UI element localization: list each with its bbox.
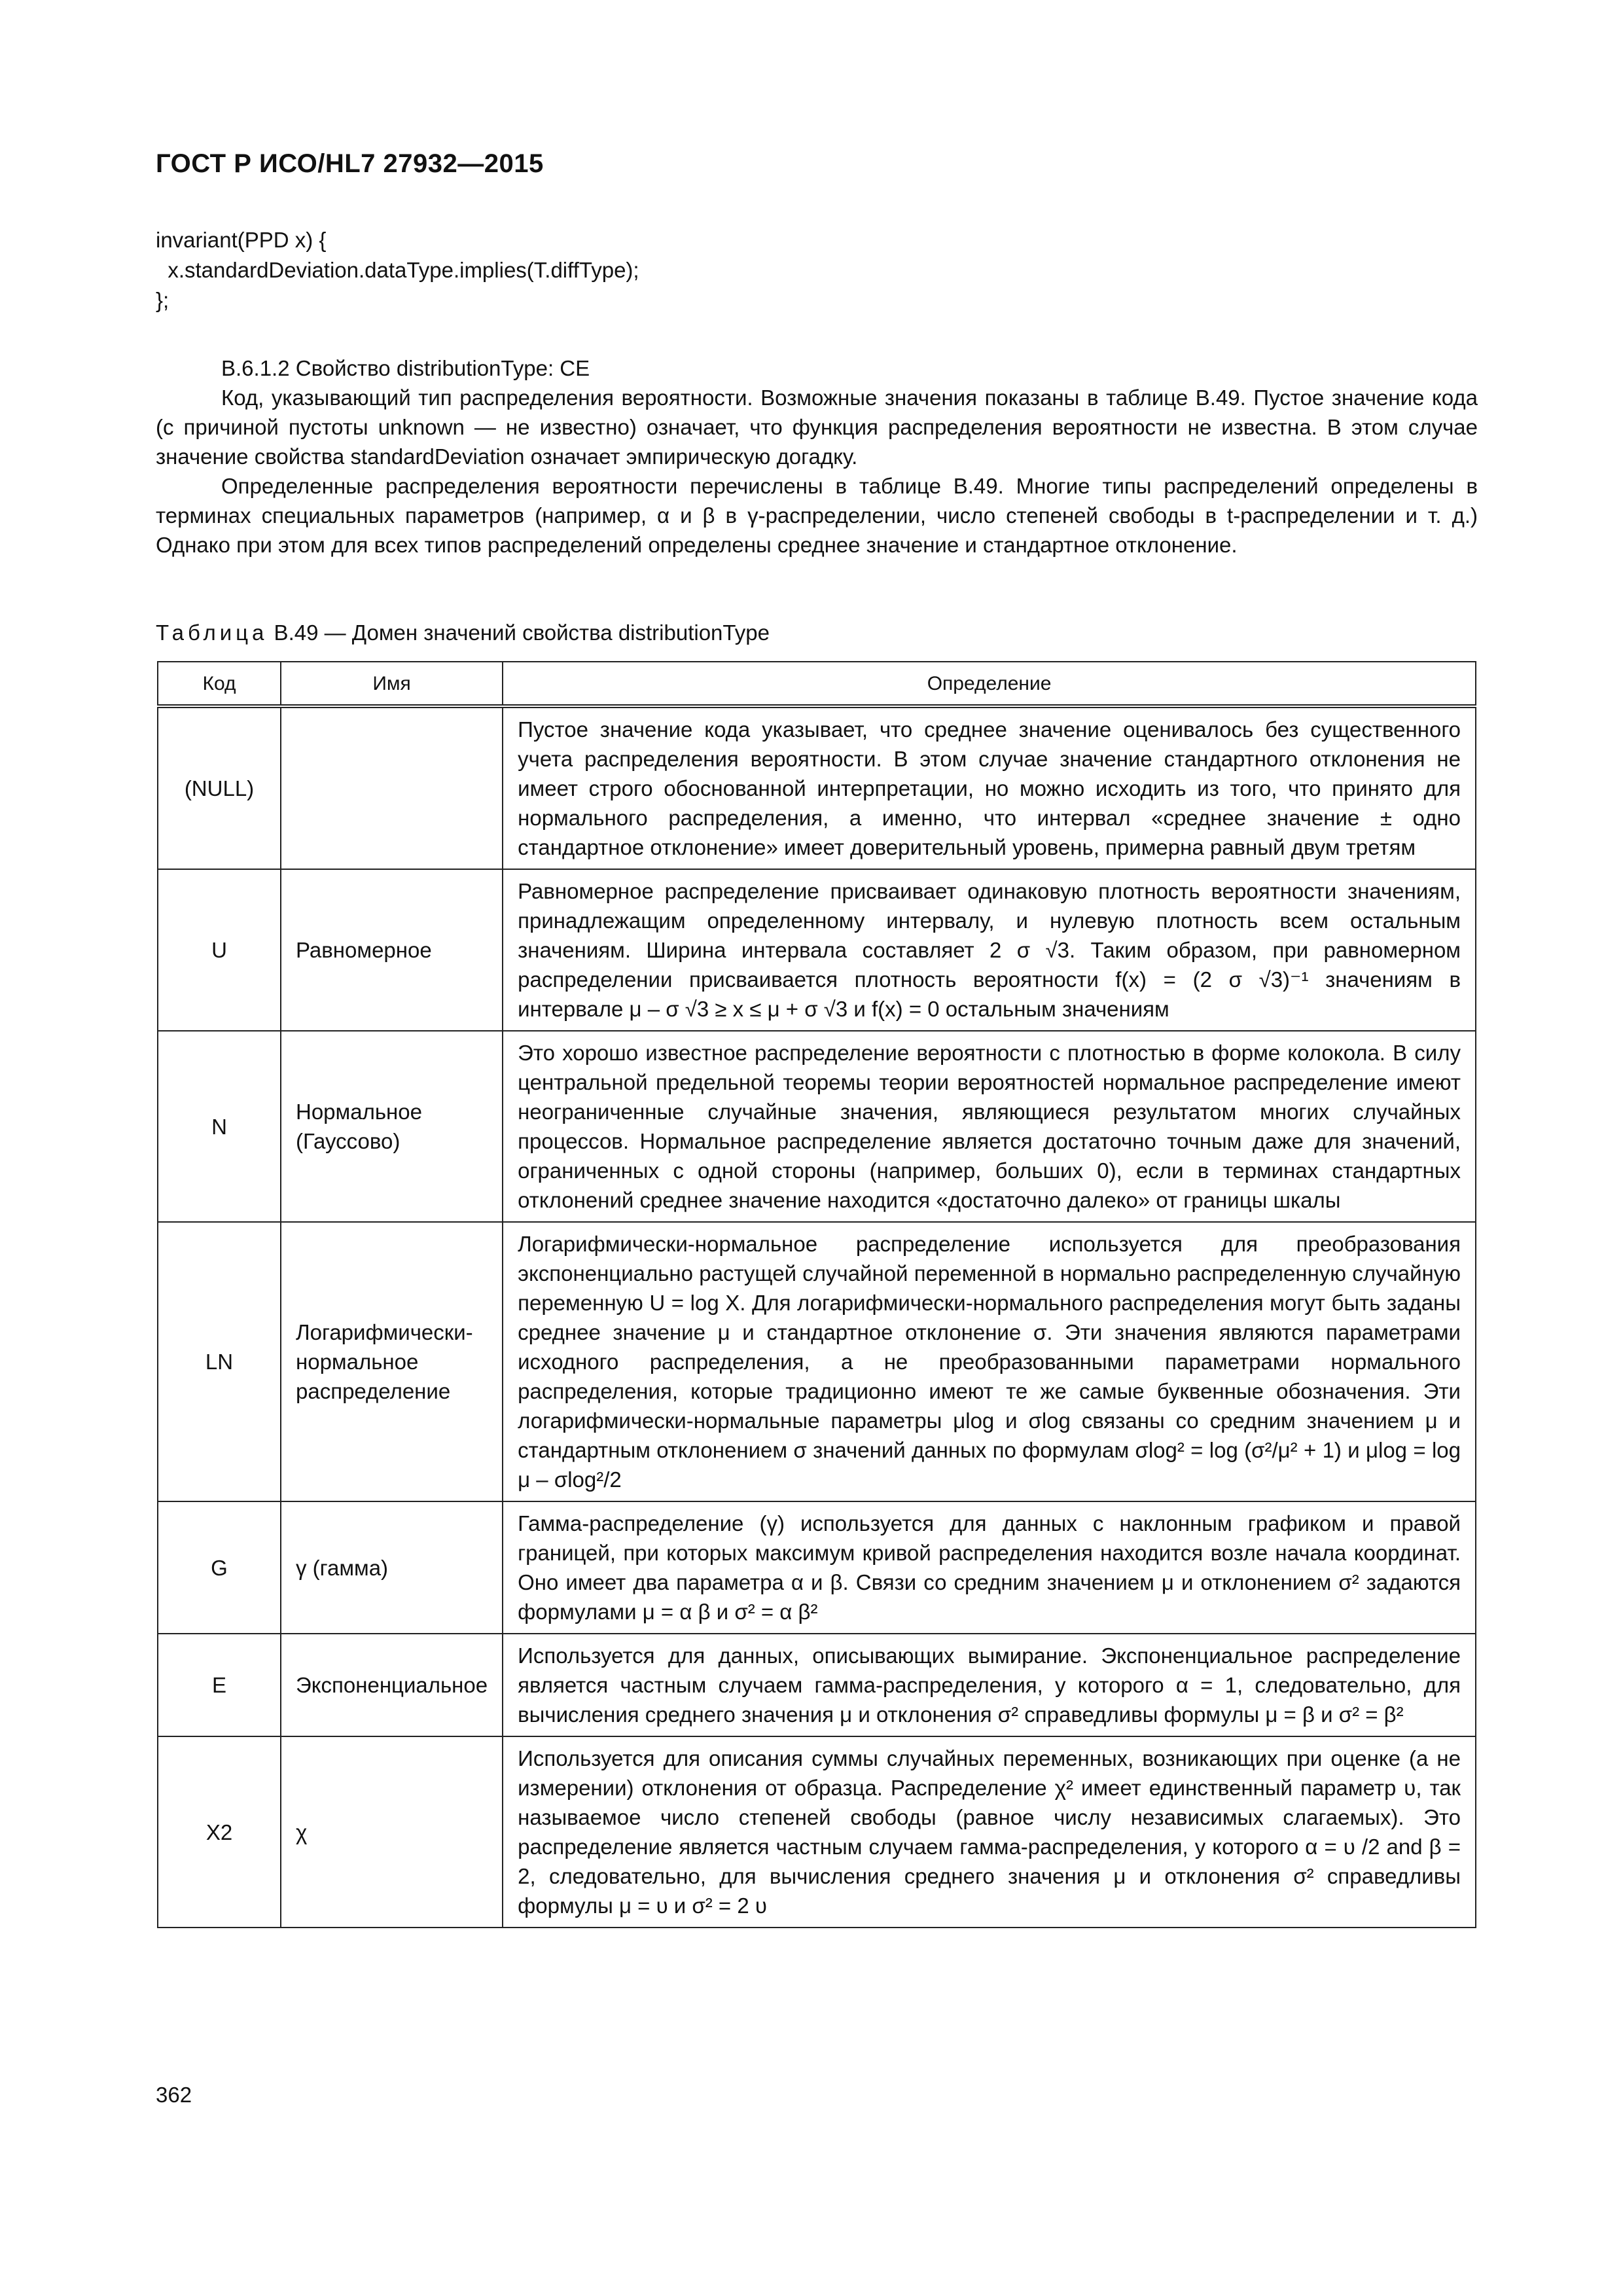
section-heading: В.6.1.2 Свойство distributionType: CE [221,356,590,380]
table-row [158,1222,1476,1501]
code-line: }; [156,288,169,312]
cell-name: χ [281,1736,503,1928]
cell-definition: Пустое значение кода указывает, что среднее значение оценивалось без существенного учета распределения вероятности. В этом случае значение стандартного отклонения не имеет строго обоснованной интерпретации, но можно исходить из того, что принято для нормального распределения, а именно, что интервал «среднее значение ± одно стандартное отклонение» имеет доверительный уровень, примерна равный двум третям [503,706,1476,869]
paragraph: Определенные распределения вероятности перечислены в таблице В.49. Многие типы распределений определены в терминах специальных параметров (например, α и β в γ-распределении, число степеней свободы в t-распределении и т. д.) Однако при этом для всех типов распределений определены среднее значение и стандартное отклонение. [156,474,1478,557]
paragraph: Код, указывающий тип распределения вероятности. Возможные значения показаны в таблице В.49. Пустое значение кода (с причиной пустоты unknown — не известно) означает, что функция распределения вероятности не известна. В этом случае значение свойства standardDeviation означает эмпирическую догадку. [156,386,1478,469]
cell-name: Равномерное [281,869,503,1031]
cell-name: Нормальное (Гауссово) [281,1031,503,1222]
cell-code: U [158,869,281,1031]
cell-code: N [158,1031,281,1222]
cell-code: G [158,1501,281,1634]
cell-code: X2 [158,1736,281,1928]
table-row [158,1736,1476,1928]
page-header-standard-id: ГОСТ Р ИСО/HL7 27932—2015 [156,149,544,178]
cell-code: LN [158,1222,281,1501]
cell-definition: Равномерное распределение присваивает одинаковую плотность вероятности значениям, принадлежащим определенному интервалу, и нулевую плотность всем остальным значениям. Ширина интервала составляет 2 σ √3. Таким образом, при равномерном распределении присваивается плотность вероятности f(x) = (2 σ √3)⁻¹ значениям в интервале μ – σ √3 ≥ x ≤ μ + σ √3 и f(x) = 0 остальным значениям [503,869,1476,1031]
cell-name: Экспоненциальное [281,1634,503,1736]
cell-definition: Гамма-распределение (γ) используется для данных с наклонным графиком и правой границей, при которых максимум кривой распределения находится возле начала координат. Оно имеет два параметра α и β. Связи со средним значением μ и отклонением σ² задаются формулами μ = α β и σ² = α β² [503,1501,1476,1634]
distribution-type-table [157,661,1476,1928]
table-header-row [158,662,1476,706]
code-line: x.standardDeviation.dataType.implies(T.diffType); [156,258,639,282]
table-caption [156,620,770,645]
cell-definition: Используется для данных, описывающих вымирание. Экспоненциальное распределение является частным случаем гамма-распределения, у которого α = 1, следовательно, для вычисления среднего значения μ и отклонения σ² справедливы формулы μ = β и σ² = β² [503,1634,1476,1736]
cell-code: (NULL) [158,706,281,869]
header-name: Имя [281,662,503,706]
cell-code: E [158,1634,281,1736]
cell-name [281,706,503,869]
code-block [156,225,639,315]
table-row [158,1031,1476,1222]
table-row [158,1501,1476,1634]
cell-definition: Это хорошо известное распределение вероятности с плотностью в форме колокола. В силу центральной предельной теоремы теории вероятностей нормальное распределение имеют неограниченные случайные значения, являющиеся результатом многих случайных процессов. Нормальное распределение является достаточно точным даже для значений, ограниченных с одной стороны (например, больших 0), если в терминах стандартных отклонений среднее значение находится «достаточно далеко» от границы шкалы [503,1031,1476,1222]
table-row [158,1634,1476,1736]
code-line: invariant(PPD x) { [156,228,327,252]
section-body [156,353,1478,560]
page-number: 362 [156,2083,192,2107]
table-caption-text: В.49 — Домен значений свойства distributionType [268,620,770,645]
table-caption-label: Таблица [156,620,268,645]
cell-definition: Используется для описания суммы случайных переменных, возникающих при оценке (а не измерении) отклонения от образца. Распределение χ² имеет единственный параметр υ, так называемое число степеней свободы (равное числу независимых слагаемых). Это распределение является частным случаем гамма-распределения, у которого α = υ /2 and β = 2, следовательно, для вычисления среднего значения μ и отклонения σ² справедливы формулы μ = υ и σ² = 2 υ [503,1736,1476,1928]
cell-definition: Логарифмически-нормальное распределение используется для преобразования экспоненциально растущей случайной переменной в нормально распределенную случайную переменную U = log X. Для логарифмически-нормального распределения могут быть заданы среднее значение μ и стандартное отклонение σ. Эти значения являются параметрами исходного распределения, а не преобразованными параметрами нормального распределения, которые традиционно имеют те же самые буквенные обозначения. Эти логарифмически-нормальные параметры μlog и σlog связаны со средним значением μ и стандартным отклонением σ значений данных по формулам σlog² = log (σ²/μ² + 1) и μlog = log μ – σlog²/2 [503,1222,1476,1501]
header-definition: Определение [503,662,1476,706]
table-row [158,869,1476,1031]
header-code: Код [158,662,281,706]
table-row [158,706,1476,869]
cell-name: Логарифмически-нормальное распределение [281,1222,503,1501]
cell-name: γ (гамма) [281,1501,503,1634]
